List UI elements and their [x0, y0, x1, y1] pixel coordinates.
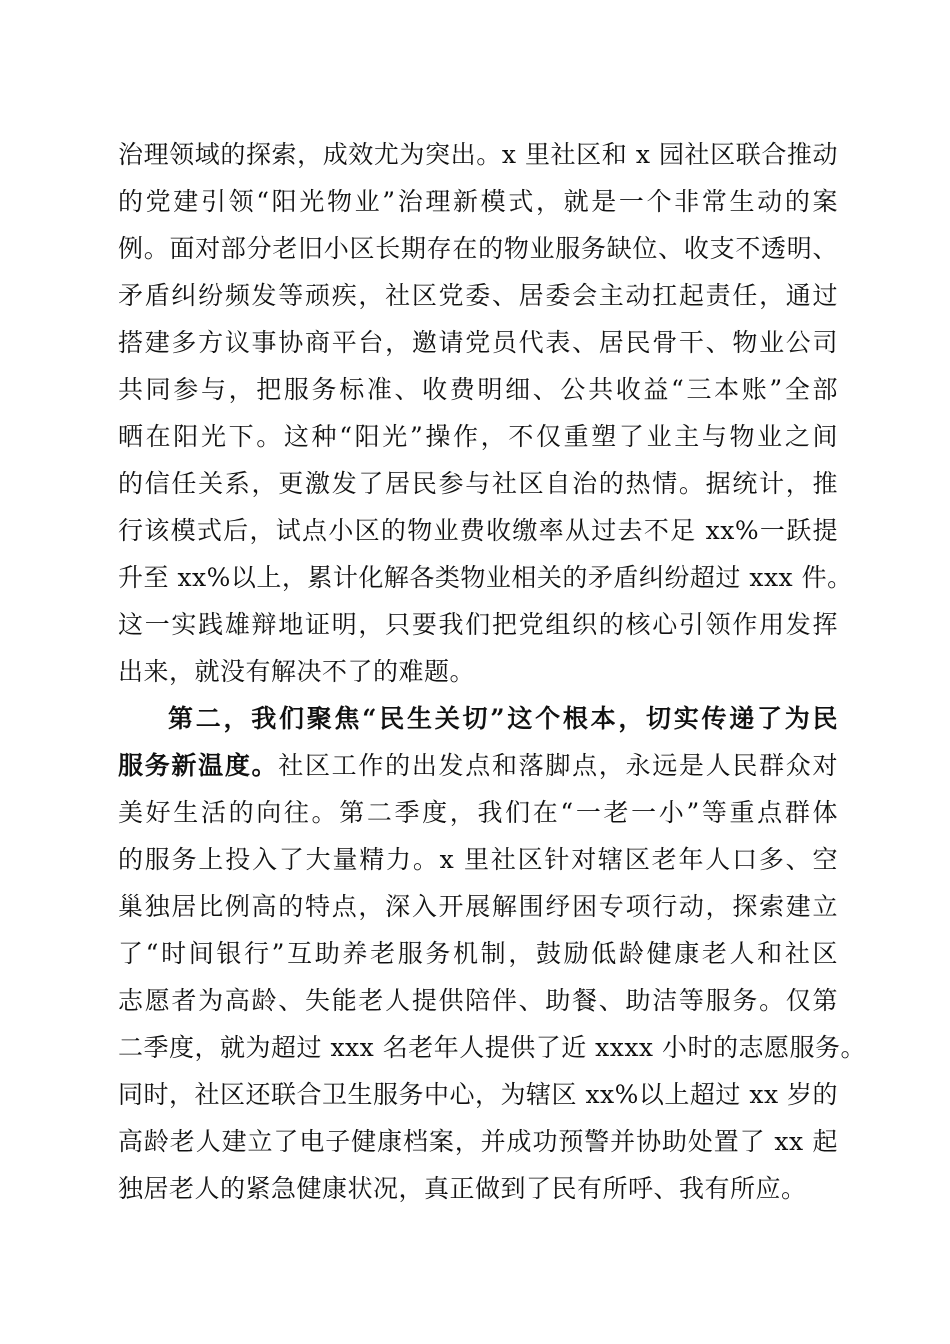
paragraph-line: 的信任关系，更激发了居民参与社区自治的热情。据统计，推 [118, 469, 838, 498]
paragraph-line: 的服务上投入了大量精力。x 里社区针对辖区老年人口多、空 [118, 845, 838, 874]
paragraph-line: 的党建引领“阳光物业”治理新模式，就是一个非常生动的案 [118, 187, 838, 216]
paragraph-line: 例。面对部分老旧小区长期存在的物业服务缺位、收支不透明、 [118, 234, 838, 263]
paragraph-heading-line: 第二，我们聚焦“民生关切”这个根本，切实传递了为民 [168, 704, 838, 733]
paragraph-line: 升至 xx%以上，累计化解各类物业相关的矛盾纠纷超过 xxx 件。 [118, 563, 853, 592]
paragraph-line: 志愿者为高龄、失能老人提供陪伴、助餐、助洁等服务。仅第 [118, 986, 838, 1015]
paragraph-line: 巢独居比例高的特点，深入开展解围纾困专项行动，探索建立 [118, 892, 838, 921]
paragraph-line: 了“时间银行”互助养老服务机制，鼓励低龄健康老人和社区 [118, 939, 838, 968]
paragraph-line: 二季度，就为超过 xxx 名老年人提供了近 xxxx 小时的志愿服务。 [118, 1033, 866, 1062]
paragraph-line [118, 746, 838, 786]
paragraph-line: 矛盾纠纷频发等顽疾，社区党委、居委会主动扛起责任，通过 [118, 281, 838, 310]
paragraph-heading-tail: 服务新温度。 [118, 751, 279, 780]
paragraph-text: 社区工作的出发点和落脚点，永远是人民群众对 [278, 751, 838, 780]
paragraph-line: 同时，社区还联合卫生服务中心，为辖区 xx%以上超过 xx 岁的 [118, 1080, 838, 1109]
paragraph-line: 美好生活的向往。第二季度，我们在“一老一小”等重点群体 [118, 798, 838, 827]
paragraph-line: 共同参与，把服务标准、收费明细、公共收益“三本账”全部 [118, 375, 838, 404]
paragraph-line: 出来，就没有解决不了的难题。 [118, 657, 476, 686]
paragraph-line: 独居老人的紧急健康状况，真正做到了民有所呼、我有所应。 [118, 1174, 807, 1203]
paragraph-line: 高龄老人建立了电子健康档案，并成功预警并协助处置了 xx 起 [118, 1127, 838, 1156]
paragraph-line: 行该模式后，试点小区的物业费收缴率从过去不足 xx%一跃提 [118, 516, 838, 545]
paragraph-line: 晒在阳光下。这种“阳光”操作，不仅重塑了业主与物业之间 [118, 422, 838, 451]
paragraph-line: 搭建多方议事协商平台，邀请党员代表、居民骨干、物业公司 [118, 328, 838, 357]
paragraph-line: 这一实践雄辩地证明，只要我们把党组织的核心引领作用发挥 [118, 610, 838, 639]
paragraph-line: 治理领域的探索，成效尤为突出。x 里社区和 x 园社区联合推动 [118, 140, 838, 169]
